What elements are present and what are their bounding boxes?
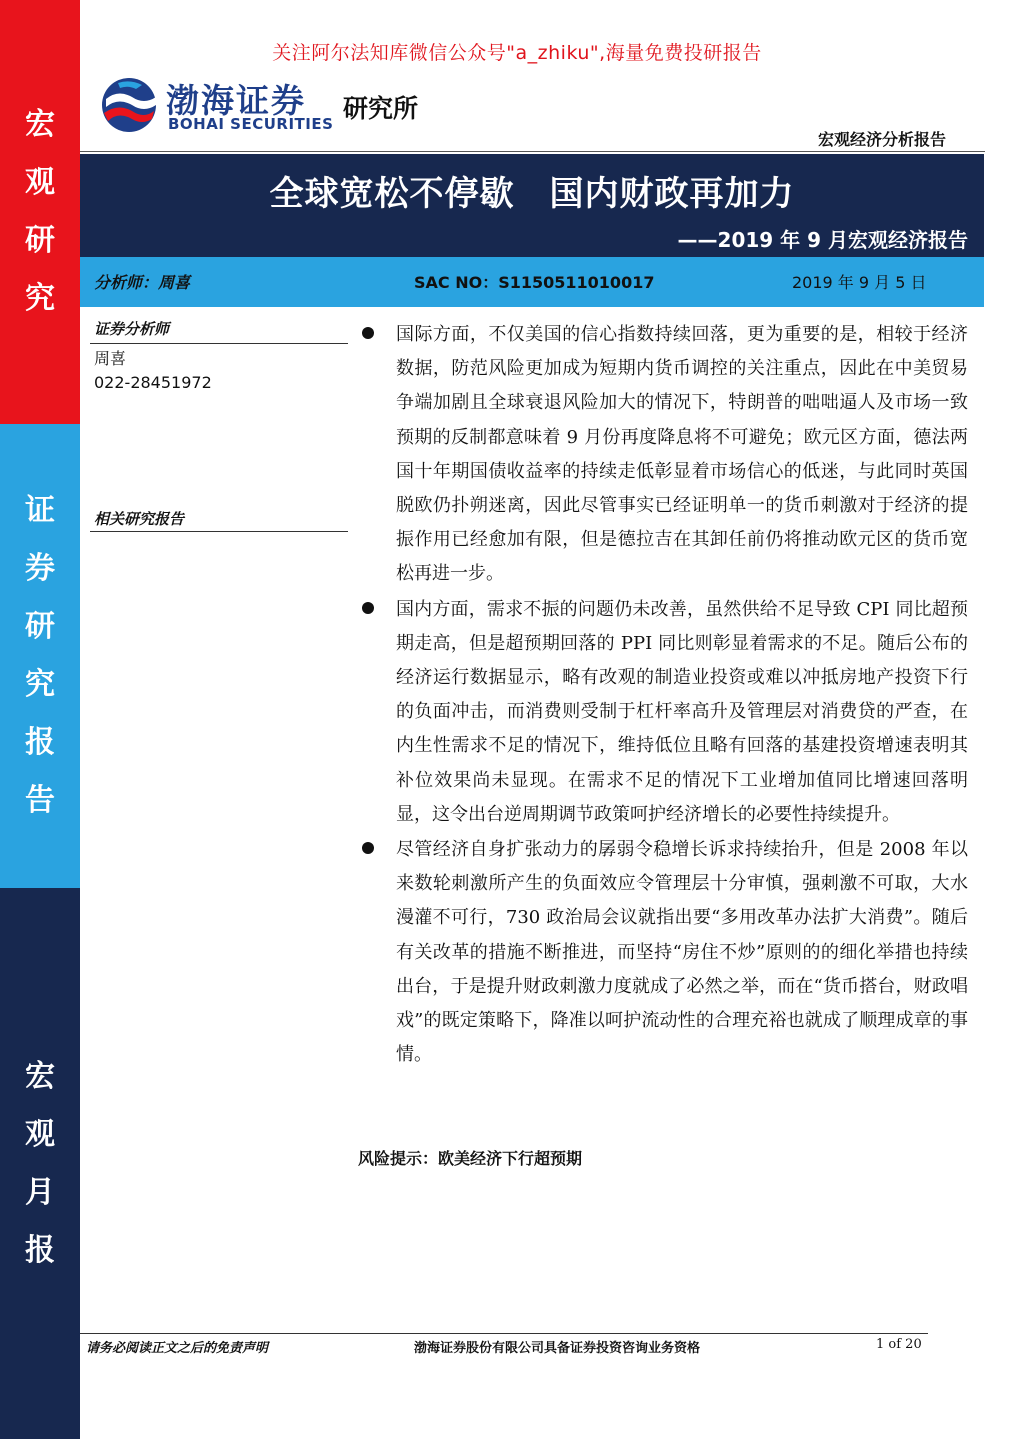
- bullet-dot-icon: [362, 602, 374, 614]
- sidebar-char: 告: [25, 783, 55, 818]
- bullet-text: 国际方面，不仅美国的信心指数持续回落，更为重要的是，相较于经济数据，防范风险更加成为短期内货币调控的关注重点，因此在中美贸易争端加剧且全球衰退风险加大的情况下，特朗普的咄咄逼人及市场一致预期的反制都意味着 9 月份再度降息将不可避免；欧元区方面，德法两国十年期国债收益率的持续走低彰显着市场信心的低迷，与此同时英国脱欧仍扑朔迷离，因此尽管事实已经证明单一的货币刺激对于经济的提振作用已经愈加有限，但是德拉吉在其卸任前仍将推动欧元区的货币宽松再进一步。: [396, 324, 968, 585]
- sidebar-char: 报: [25, 1232, 55, 1268]
- sidebar-char: 券: [25, 551, 55, 586]
- bullet-text: 国内方面，需求不振的问题仍未改善，虽然供给不足导致 CPI 同比超预期走高，但是超预期回落的 PPI 同比则彰显着需求的不足。随后公布的经济运行数据显示，略有改观的制造业投资或难以冲抵房地产投资下行的负面冲击，而消费则受制于杠杆率高升及管理层对消费贷的严查，在内生性需求不足的情况下，维持低位且略有回落的基建投资增速表明其补位效果尚未显现。在需求不足的情况下工业增加值同比增速回落明显，这令出台逆周期调节政策呵护经济增长的必要性持续提升。: [396, 598, 968, 825]
- sidebar-char: 研: [25, 223, 55, 258]
- divider: [90, 531, 348, 532]
- list-item: [356, 593, 968, 832]
- list-item: [356, 833, 968, 1072]
- page-number: 1 of 20: [876, 1337, 922, 1352]
- sidebar-char: 究: [25, 667, 55, 702]
- summary-bullets: [356, 318, 968, 1073]
- analyst-phone: 022-28451972: [94, 373, 212, 392]
- divider: [90, 343, 348, 344]
- list-item: [356, 318, 968, 592]
- page-title: 全球宽松不停歇 国内财政再加力: [269, 174, 795, 214]
- footer-divider: [80, 1333, 928, 1334]
- sidebar-macro-monthly: [0, 888, 80, 1439]
- sac-number: SAC NO：S1150511010017: [414, 273, 655, 292]
- watermark-text: 关注阿尔法知库微信公众号"a_zhiku",海量免费投研报告: [272, 42, 762, 64]
- info-bar: [80, 257, 984, 307]
- analyst-info: 分析师：周喜: [94, 273, 191, 292]
- logo-chinese-name: 渤海证券: [166, 81, 306, 120]
- sidebar-macro-research: [0, 0, 80, 424]
- bullet-text: 尽管经济自身扩张动力的孱弱令稳增长诉求持续抬升，但是 2008 年以来数轮刺激所产生的负面效应令管理层十分审慎，强刺激不可取，大水漫灌不可行，730 政治局会议就指出要“多用改革办法扩大消费”。随后有关改革的措施不断推进，而坚持“房住不炒”原则的的细化举措也持续出台，于是提升财政刺激力度就成了必然之举，而在“货币搭台，财政唱戏”的既定策略下，降准以呵护流动性的合理充裕也就成了顺理成章的事情。: [396, 839, 968, 1066]
- sidebar-char: 报: [25, 725, 55, 760]
- bullet-dot-icon: [362, 842, 374, 854]
- sidebar-char: 观: [25, 165, 55, 200]
- sidebar-char: 究: [25, 281, 55, 316]
- page-subtitle: ——2019 年 9 月宏观经济报告: [677, 228, 968, 252]
- footer-qualification: 渤海证券股份有限公司具备证券投资咨询业务资格: [414, 1341, 701, 1356]
- bohai-logo-icon: [98, 75, 160, 135]
- sidebar-char: 月: [25, 1174, 55, 1210]
- bullet-dot-icon: [362, 327, 374, 339]
- report-type: 宏观经济分析报告: [817, 130, 946, 149]
- related-reports-label: 相关研究报告: [94, 510, 185, 528]
- company-logo: [98, 75, 438, 137]
- header-divider: [80, 151, 985, 152]
- sidebar-char: 观: [25, 1116, 55, 1152]
- logo-institute: 研究所: [343, 94, 419, 123]
- analyst-name: 周喜: [94, 349, 127, 368]
- sidebar-char: 宏: [25, 1058, 55, 1094]
- sidebar-char: 研: [25, 609, 55, 644]
- sidebar-securities-report: [0, 424, 80, 888]
- title-banner: [80, 154, 984, 257]
- sidebar-char: 宏: [25, 107, 55, 142]
- logo-english-name: BOHAI SECURITIES: [168, 115, 334, 133]
- risk-warning: 风险提示：欧美经济下行超预期: [358, 1149, 583, 1168]
- analyst-section-label: 证券分析师: [94, 320, 170, 338]
- report-date: 2019 年 9 月 5 日: [792, 273, 927, 292]
- sidebar-char: 证: [25, 493, 55, 528]
- footer-disclaimer: 请务必阅读正文之后的免责声明: [86, 1341, 269, 1356]
